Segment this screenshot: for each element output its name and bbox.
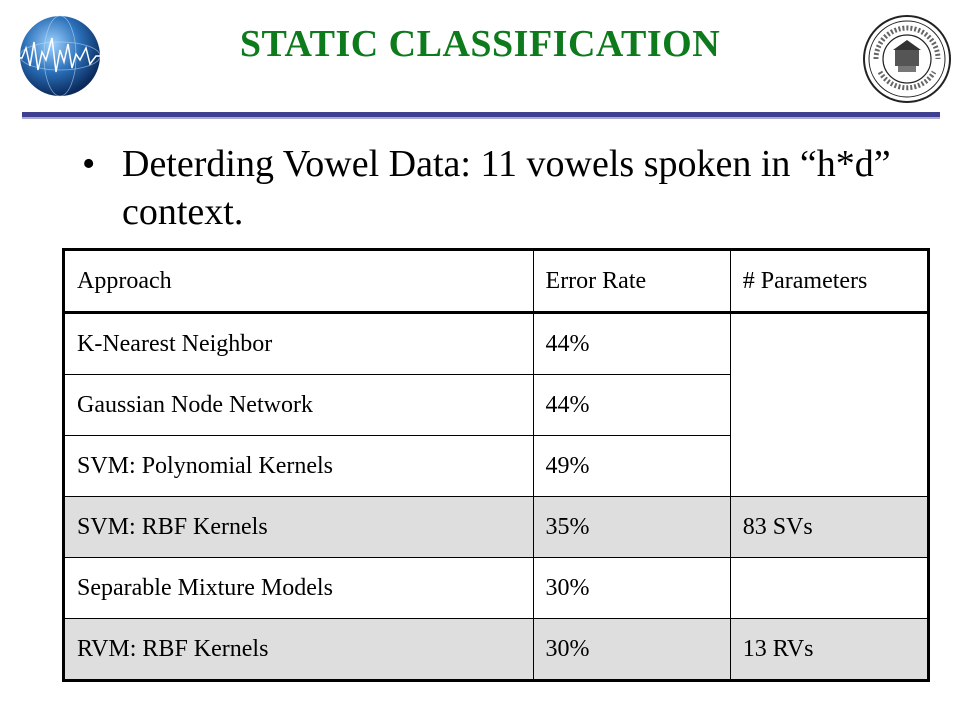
cell-error-rate: 44% (533, 375, 730, 436)
table-header-row (64, 250, 929, 313)
cell-parameters: 83 SVs (730, 497, 928, 558)
cell-error-rate: 35% (533, 497, 730, 558)
cell-parameters: 13 RVs (730, 619, 928, 681)
cell-approach: SVM: Polynomial Kernels (64, 436, 534, 497)
cell-parameters-merged (730, 313, 928, 497)
table-row (64, 558, 929, 619)
table-row-highlighted (64, 619, 929, 681)
header-approach: Approach (64, 250, 534, 313)
cell-parameters (730, 558, 928, 619)
cell-approach: Gaussian Node Network (64, 375, 534, 436)
cell-approach: SVM: RBF Kernels (64, 497, 534, 558)
results-table (62, 248, 930, 682)
bullet-text: Deterding Vowel Data: 11 vowels spoken in “h*d” context. (122, 143, 891, 233)
bullet-icon: • (82, 143, 96, 185)
msstate-seal-text (862, 14, 863, 15)
isip-logo-text (8, 8, 9, 9)
cell-error-rate: 49% (533, 436, 730, 497)
cell-error-rate: 30% (533, 558, 730, 619)
cell-approach: RVM: RBF Kernels (64, 619, 534, 681)
cell-approach: K-Nearest Neighbor (64, 313, 534, 375)
header-parameters: # Parameters (730, 250, 928, 313)
cell-error-rate: 44% (533, 313, 730, 375)
cell-error-rate: 30% (533, 619, 730, 681)
title-divider-shadow (22, 117, 940, 119)
table-row-highlighted (64, 497, 929, 558)
msstate-seal-logo (862, 14, 952, 104)
table-row (64, 313, 929, 375)
header-error-rate: Error Rate (533, 250, 730, 313)
page-title: STATIC CLASSIFICATION (239, 23, 721, 65)
cell-approach: Separable Mixture Models (64, 558, 534, 619)
